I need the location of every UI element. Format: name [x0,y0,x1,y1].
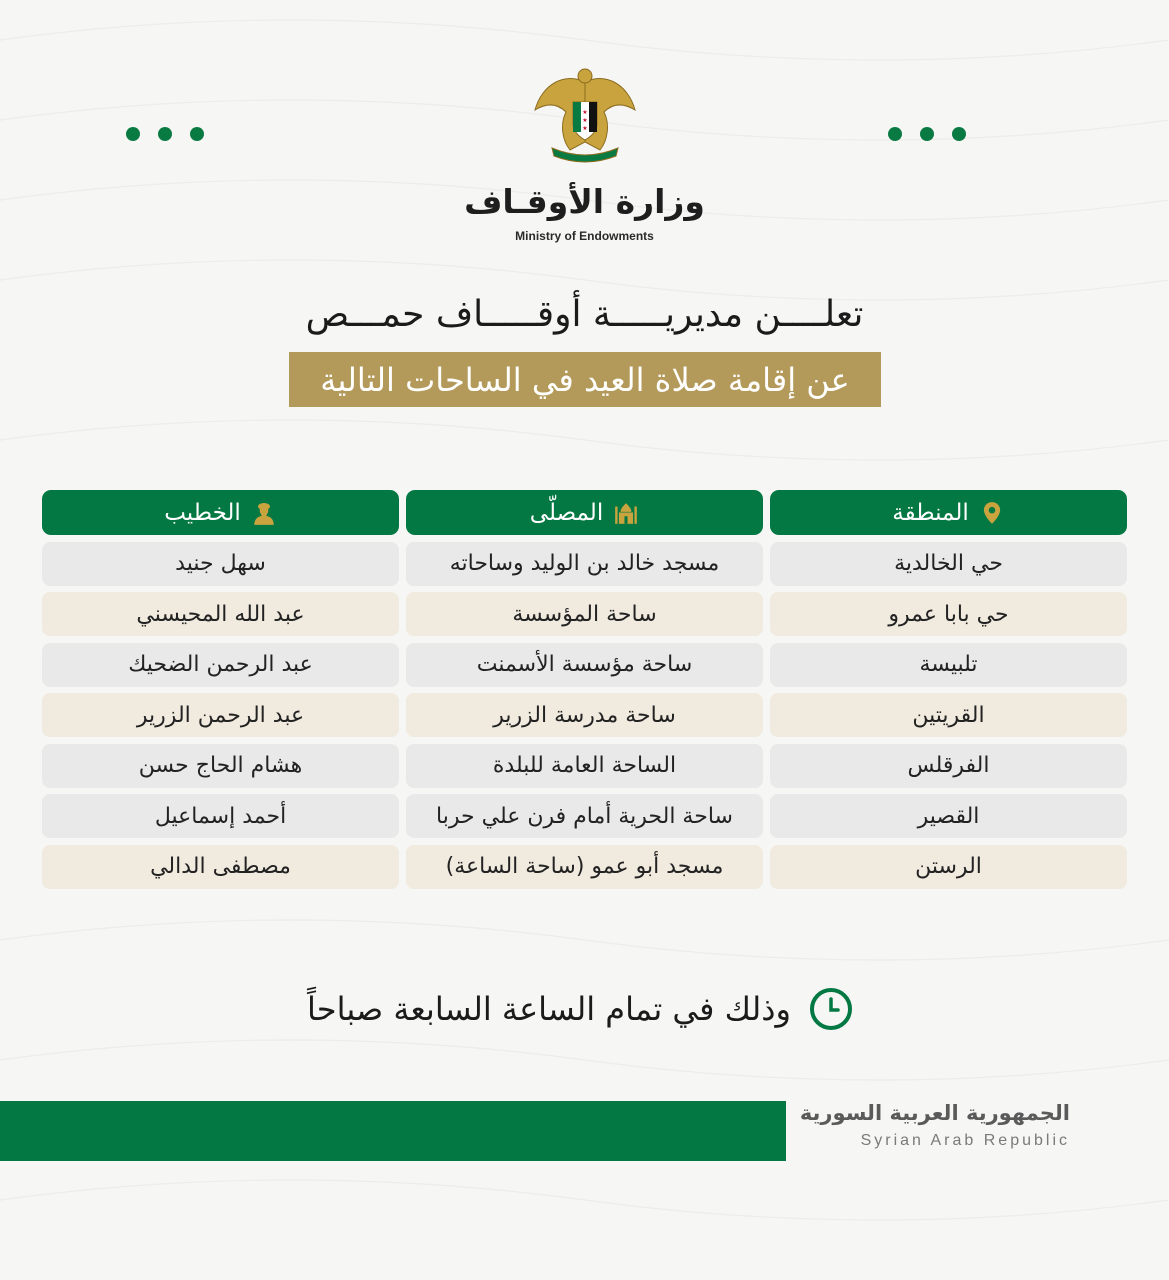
table-cell-preacher: عبد الرحمن الضحيك [42,643,399,687]
decorative-dots-right [888,127,966,141]
table-cell-preacher: مصطفى الدالي [42,845,399,889]
table-cell-preacher: أحمد إسماعيل [42,794,399,838]
venue-header-label: المصلّى [529,499,604,526]
venue-column-header [406,490,763,535]
table-cell-area: الرستن [770,845,1127,889]
mosque-icon [613,500,639,526]
table-cell-preacher: عبد الرحمن الزرير [42,693,399,737]
table-cell-venue: الساحة العامة للبلدة [406,744,763,788]
syrian-eagle-emblem-icon [530,62,640,172]
table-cell-preacher: عبد الله المحيسني [42,592,399,636]
table-cell-area: الفرقلس [770,744,1127,788]
footer-green-bar [0,1101,786,1161]
table-cell-venue: مسجد أبو عمو (ساحة الساعة) [406,845,763,889]
map-pin-icon [979,500,1005,526]
area-header-label: المنطقة [892,499,969,526]
table-cell-area: القريتين [770,693,1127,737]
table-cell-area: حي الخالدية [770,542,1127,586]
svg-text:★: ★ [582,117,588,124]
decorative-dots-left [126,127,204,141]
ministry-title-english: Ministry of Endowments [515,229,654,243]
table-cell-venue: مسجد خالد بن الوليد وساحاته [406,542,763,586]
svg-text:★: ★ [582,125,588,132]
table-cell-area: حي بابا عمرو [770,592,1127,636]
table-cell-venue: ساحة المؤسسة [406,592,763,636]
table-cell-preacher: هشام الحاج حسن [42,744,399,788]
table-cell-area: تلبيسة [770,643,1127,687]
area-column-header [770,490,1127,535]
clock-icon [809,987,853,1031]
preacher-column-header [42,490,399,535]
table-cell-venue: ساحة الحرية أمام فرن علي حربا [406,794,763,838]
table-cell-venue: ساحة مؤسسة الأسمنت [406,643,763,687]
republic-name-english: Syrian Arab Republic [860,1132,1070,1149]
svg-text:★: ★ [582,109,588,116]
preacher-column [42,490,399,889]
venue-column [406,490,763,889]
imam-icon [251,500,277,526]
area-column [770,490,1127,889]
table-cell-area: القصير [770,794,1127,838]
ministry-title-arabic: وزارة الأوقـاف [464,182,705,221]
preacher-header-label: الخطيب [164,499,241,526]
prayer-time-text: وذلك في تمام الساعة السابعة صباحاً [307,990,791,1028]
announcement-headline: تعلــــن مديريـــــة أوقـــــاف حمـــص [305,294,864,335]
table-cell-venue: ساحة مدرسة الزرير [406,693,763,737]
announcement-subtitle-banner: عن إقامة صلاة العيد في الساحات التالية [289,352,881,407]
table-cell-preacher: سهل جنيد [42,542,399,586]
republic-name-arabic: الجمهورية العربية السورية [799,1101,1070,1125]
prayer-time-note [300,983,860,1035]
